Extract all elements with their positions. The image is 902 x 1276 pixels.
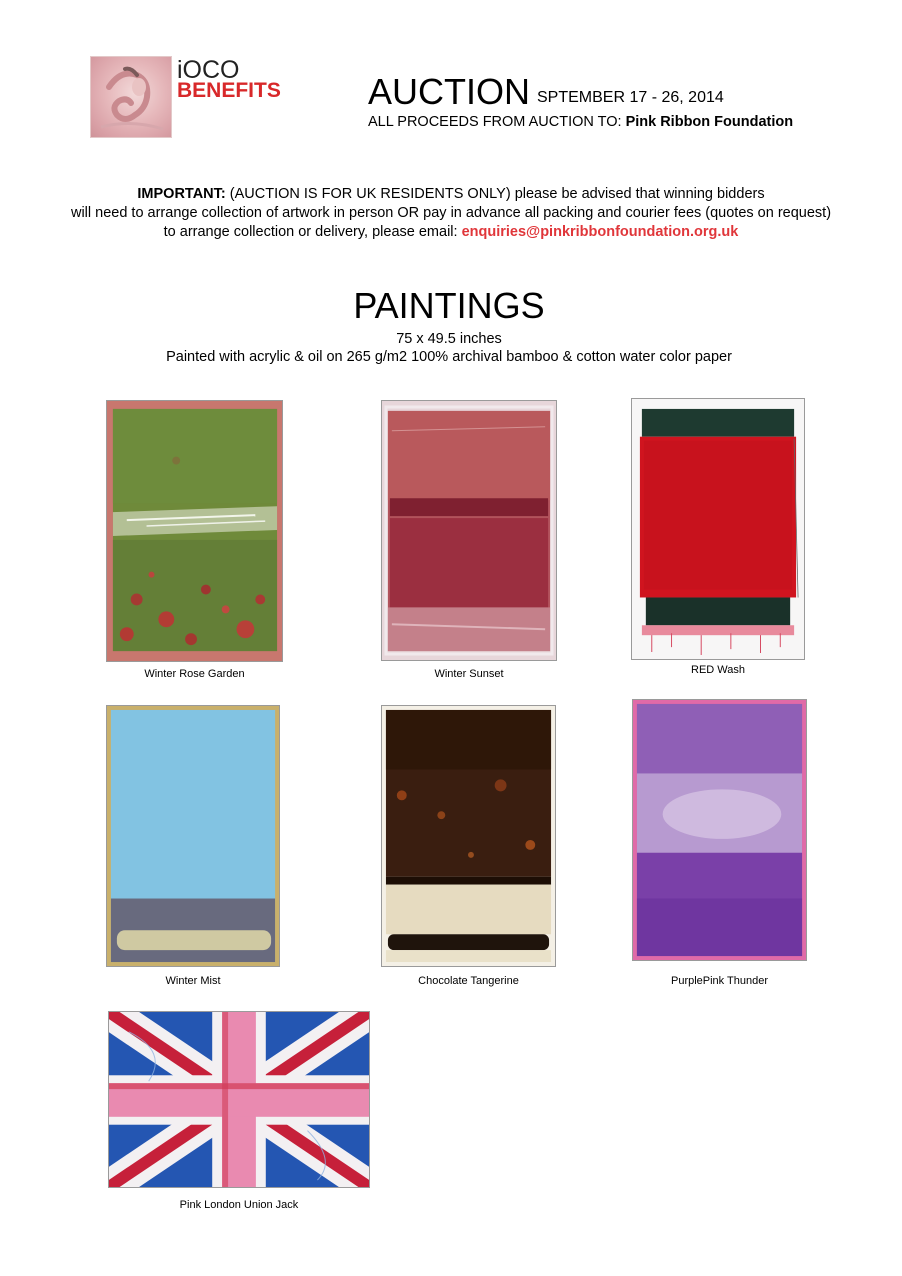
notice-label: IMPORTANT: — [137, 186, 226, 202]
painting-image-winter-sunset[interactable] — [381, 400, 557, 661]
logo-text-bottom: BENEFITS — [177, 79, 281, 102]
important-notice — [0, 185, 902, 242]
beneficiary-name: Pink Ribbon Foundation — [625, 114, 794, 130]
painting-title: Winter Rose Garden — [144, 668, 245, 680]
auction-heading: AUCTION — [368, 71, 530, 112]
painting-image-purplepink-thunder[interactable] — [632, 699, 807, 961]
auction-dates: SPTEMBER 17 - 26, 2014 — [537, 89, 724, 106]
painting-title: Chocolate Tangerine — [418, 975, 519, 987]
notice-line-2: will need to arrange collection of artwork in person OR pay in advance all packing and courier fees (quotes on request) — [70, 205, 832, 221]
proceeds-line — [368, 114, 793, 131]
painting-title: RED Wash — [691, 664, 745, 676]
notice-line-1: (AUCTION IS FOR UK RESIDENTS ONLY) please be advised that winning bidders — [229, 186, 765, 202]
painting-title: Winter Sunset — [434, 668, 504, 680]
painting-size: 75 x 49.5 inches — [396, 331, 502, 347]
painting-image-pink-london-union-jack[interactable] — [108, 1011, 370, 1188]
proceeds-prefix: ALL PROCEEDS FROM AUCTION TO: — [368, 114, 622, 130]
painting-image-winter-mist[interactable] — [106, 705, 280, 967]
contact-email-link[interactable]: enquiries@pinkribbonfoundation.org.uk — [461, 224, 739, 240]
logo-text-top: iOCO — [177, 56, 240, 84]
notice-line-3: to arrange collection or delivery, please email: — [163, 224, 458, 240]
logo-image — [90, 56, 172, 138]
painting-image-chocolate-tangerine[interactable] — [381, 705, 556, 967]
painting-title: PurplePink Thunder — [670, 975, 769, 987]
section-title: PAINTINGS — [353, 285, 545, 326]
painting-title: Pink London Union Jack — [179, 1199, 299, 1211]
painting-medium: Painted with acrylic & oil on 265 g/m2 100% archival bamboo & cotton water color paper — [166, 349, 732, 365]
painting-image-winter-rose-garden[interactable] — [106, 400, 283, 662]
painting-image-red-wash[interactable] — [631, 398, 805, 660]
painting-title: Winter Mist — [165, 975, 221, 987]
